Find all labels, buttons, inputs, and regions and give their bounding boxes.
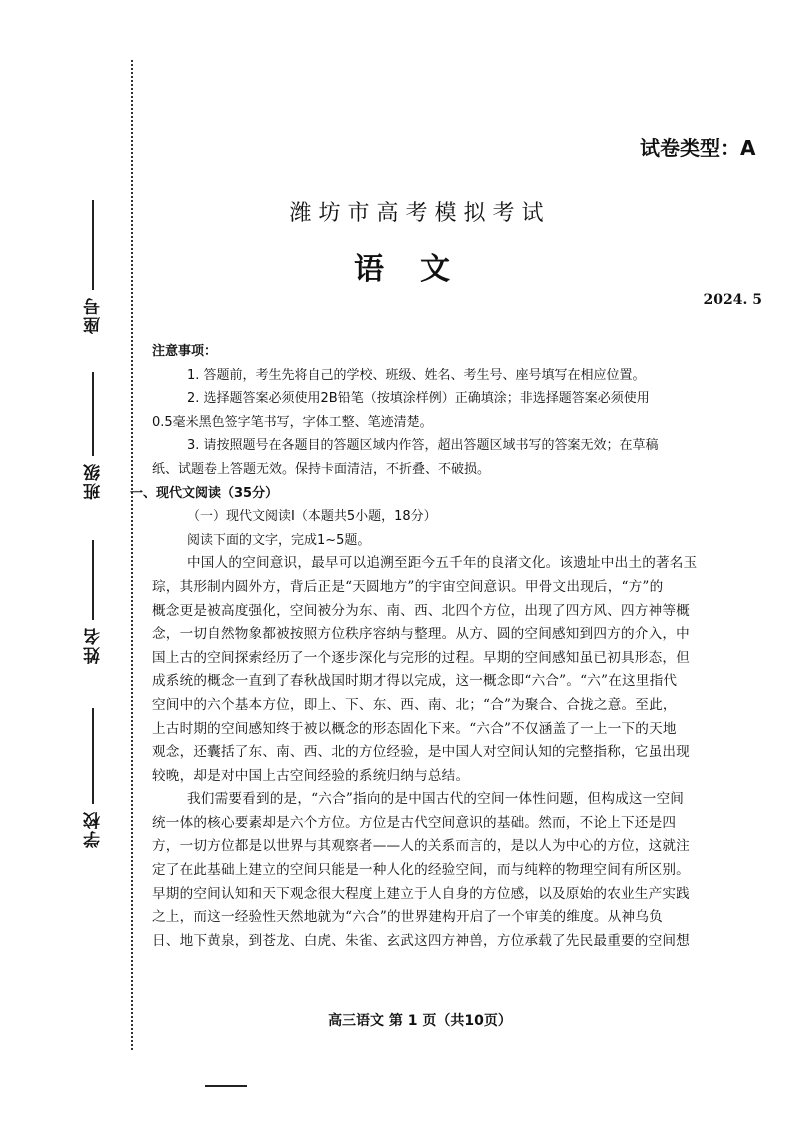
note-item-2-cont: 0.5毫米黑色签字笔书写，字体工整、笔迹清楚。	[152, 414, 433, 430]
passage-line: 统一体的核心要素却是六个方位。方位是古代空间意识的基础。然而，不论上下还是四	[152, 814, 677, 831]
passage-line: 方，一切方位都是以世界与其观察者——人的关系而言的，是以人为中心的方位，这就注	[152, 838, 690, 855]
passage-line: 概念更是被高度强化，空间被分为东、南、西、北四个方位，出现了四方风、四方神等概	[152, 602, 690, 619]
passage-line: 我们需要看到的是，“六合”指向的是中国古代的空间一体性问题，但构成这一空间	[187, 791, 685, 808]
paper-type: 试卷类型：A	[640, 136, 756, 160]
note-item-3: 3. 请按照题号在各题目的答题区域内作答，超出答题区域书写的答案无效；在草稿	[187, 438, 659, 454]
passage-line: 国上古的空间探索经历了一个逐步深化与完形的过程。早期的空间感知虽已初具形态，但	[152, 649, 690, 666]
note-item-1: 1. 答题前，考生先将自己的学校、班级、姓名、考生号、座号填写在相应位置。	[187, 367, 646, 383]
passage-paragraph-1	[152, 552, 764, 788]
bottom-mark-line	[205, 1085, 247, 1087]
exam-content	[130, 340, 764, 953]
class-label: 班级	[83, 462, 104, 500]
exam-title: 潍坊市高考模拟考试	[289, 201, 551, 226]
passage-line: 早期的空间认知和天下观念很大程度上建立于人自身的方位感，以及原始的农业生产实践	[152, 885, 690, 902]
passage-paragraph-2	[152, 788, 764, 953]
subject-title: 语文	[354, 252, 486, 287]
note-item-2: 2. 选择题答案必须使用2B铅笔（按填涂样例）正确填涂；非选择题答案必须使用	[187, 391, 650, 407]
notes-heading: 注意事项：	[152, 344, 218, 359]
page-footer: 高三语文 第 1 页（共10页）	[328, 1013, 512, 1029]
school-label: 学校	[83, 810, 104, 848]
passage-line: 中国人的空间意识，最早可以追溯至距今五千年的良渚文化。该遗址中出土的著名玉	[187, 555, 698, 572]
passage-line: 念，一切自然物象都被按照方位秩序容纳与整理。从方、圆的空间感知到四方的介入，中	[152, 626, 690, 643]
reading-instruction: 阅读下面的文字，完成1~5题。	[187, 532, 371, 548]
exam-date: 2024. 5	[703, 292, 762, 308]
class-field	[68, 372, 118, 500]
binding-dotted-line	[131, 60, 133, 1050]
note-item-3-cont: 纸、试题卷上答题无效。保持卡面清洁，不折叠、不破损。	[152, 461, 491, 477]
subsection-title: （一）现代文阅读Ⅰ（本题共5小题，18分）	[187, 509, 437, 525]
passage-line: 上古时期的空间感知终于被以概念的形态固化下来。“六合”不仅涵盖了一上一下的天地	[152, 720, 677, 737]
passage-line: 定了在此基础上建立的空间只能是一种人化的经验空间，而与纯粹的物理空间有所区别。	[152, 862, 690, 879]
school-line	[92, 708, 94, 804]
passage-line: 之上，而这一经验性天然地就为“六合”的世界建构开启了一个审美的维度。从神乌负	[152, 909, 663, 926]
passage-line: 琮，其形制内圆外方，背后正是“天圆地方”的宇宙空间意识。甲骨文出现后，“方”的	[152, 578, 664, 595]
seat-label: 座号	[83, 296, 104, 334]
passage-line: 观念，还囊括了东、南、西、北的方位经验，是中国人对空间认知的完整指称，它虽出现	[152, 744, 690, 761]
passage-line: 成系统的概念一直到了春秋战国时期才得以完成，这一概念即“六合”。“六”在这里指代	[152, 673, 678, 690]
passage-line: 较晚，却是对中国上古空间经验的系统归纳与总结。	[152, 767, 470, 784]
passage-line: 日、地下黄泉，到苍龙、白虎、朱雀、玄武这四方神兽，方位承载了先民最重要的空间想	[152, 932, 690, 949]
section-title: 一、现代文阅读（35分）	[130, 485, 279, 501]
class-line	[92, 372, 94, 456]
seat-field	[68, 200, 118, 334]
name-line	[92, 540, 94, 620]
name-field	[68, 540, 118, 664]
name-label: 姓名	[83, 626, 104, 664]
school-field	[68, 708, 118, 848]
passage-line: 空间中的六个基本方位，即上、下、东、西、南、北；“合”为聚合、合拢之意。至此，	[152, 696, 677, 713]
seat-line	[92, 200, 94, 290]
